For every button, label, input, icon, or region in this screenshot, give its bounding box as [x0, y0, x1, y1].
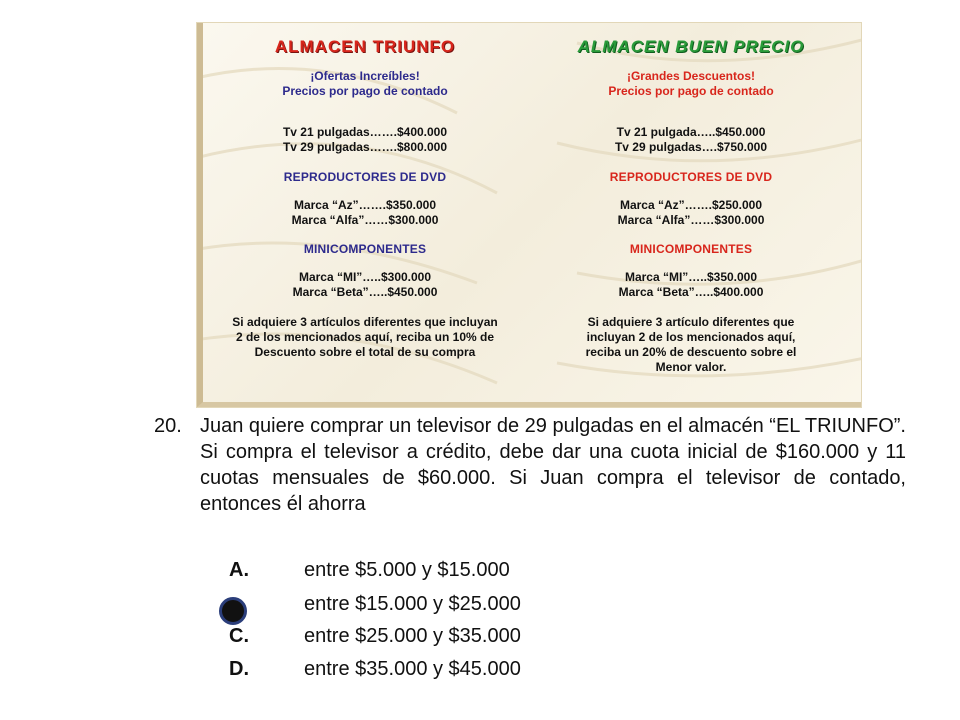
- store-right-tagline: [531, 69, 851, 99]
- store-left-tv-2: Tv 29 pulgadas…….$800.000: [282, 140, 448, 154]
- store-left-mini-list: [205, 270, 525, 300]
- store-left-tagline: [205, 69, 525, 99]
- store-left-dvd-1: Marca “Az”…….$350.000: [293, 198, 437, 212]
- option-letter: C.: [229, 625, 249, 647]
- store-right-mini-1: Marca “MI”…..$350.000: [624, 270, 758, 284]
- store-left-dvd-heading: REPRODUCTORES DE DVD: [283, 170, 447, 184]
- store-right-promo-1: Si adquiere 3 artículo diferentes que: [587, 315, 795, 329]
- store-right: [531, 23, 851, 375]
- store-right-mini-heading: MINICOMPONENTES: [629, 242, 753, 256]
- store-left-tagline-1: ¡Ofertas Increíbles!: [310, 69, 420, 83]
- store-right-mini-list: [531, 270, 851, 300]
- store-left-mini-2: Marca “Beta”…..$450.000: [292, 285, 438, 299]
- store-left-mini-heading: MINICOMPONENTES: [303, 242, 427, 256]
- option-text: entre $5.000 y $15.000: [304, 559, 510, 581]
- store-right-promo-3: reciba un 20% de descuento sobre el: [585, 345, 797, 359]
- store-left-promo-2: 2 de los mencionados aquí, reciba un 10% de: [235, 330, 495, 344]
- store-right-tv-2: Tv 29 pulgadas….$750.000: [614, 140, 768, 154]
- option-text: entre $25.000 y $35.000: [304, 625, 521, 647]
- store-right-promo-2: incluyan 2 de los mencionados aquí,: [586, 330, 796, 344]
- option-text: entre $15.000 y $25.000: [304, 593, 521, 615]
- store-left: [205, 23, 525, 360]
- store-right-dvd-1: Marca “Az”…….$250.000: [619, 198, 763, 212]
- store-left-promo-1: Si adquiere 3 artículos diferentes que incluyan: [232, 315, 498, 329]
- store-left-dvd-2: Marca “Alfa”……$300.000: [291, 213, 439, 227]
- store-right-promo: [531, 315, 851, 375]
- selected-answer-dot-icon[interactable]: [219, 597, 247, 625]
- store-left-tv-list: [205, 125, 525, 155]
- store-right-dvd-heading: REPRODUCTORES DE DVD: [609, 170, 773, 184]
- store-right-promo-4: Menor valor.: [655, 360, 727, 374]
- option-text: entre $35.000 y $45.000: [304, 658, 521, 680]
- store-right-tagline-1: ¡Grandes Descuentos!: [626, 69, 756, 83]
- store-left-tv-1: Tv 21 pulgadas…….$400.000: [282, 125, 448, 139]
- store-left-promo: [205, 315, 525, 360]
- store-right-dvd-2: Marca “Alfa”……$300.000: [617, 213, 765, 227]
- store-right-dvd-list: [531, 198, 851, 228]
- store-right-mini-2: Marca “Beta”…..$400.000: [618, 285, 764, 299]
- store-right-title: ALMACEN BUEN PRECIO: [577, 37, 805, 56]
- store-left-mini-1: Marca “MI”…..$300.000: [298, 270, 432, 284]
- option-letter: D.: [229, 658, 249, 680]
- question-number: 20.: [154, 415, 182, 437]
- store-right-tagline-2: Precios por pago de contado: [608, 84, 774, 98]
- option-letter: A.: [229, 559, 249, 581]
- store-left-promo-3: Descuento sobre el total de su compra: [254, 345, 476, 359]
- store-right-tv-list: [531, 125, 851, 155]
- store-left-title: ALMACEN TRIUNFO: [274, 37, 456, 56]
- store-left-tagline-2: Precios por pago de contado: [282, 84, 448, 98]
- store-left-dvd-list: [205, 198, 525, 228]
- question-text: Juan quiere comprar un televisor de 29 pulgadas en el almacén “EL TRIUNFO”. Si compra el televisor a crédito, debe dar una cuota inicial de $160.000 y 11 cuotas mensuales de $60.000. Si Juan compra el televisor de contado, entonces él ahorra: [200, 415, 906, 515]
- store-flyer: [196, 22, 862, 408]
- store-right-tv-1: Tv 21 pulgada…..$450.000: [616, 125, 766, 139]
